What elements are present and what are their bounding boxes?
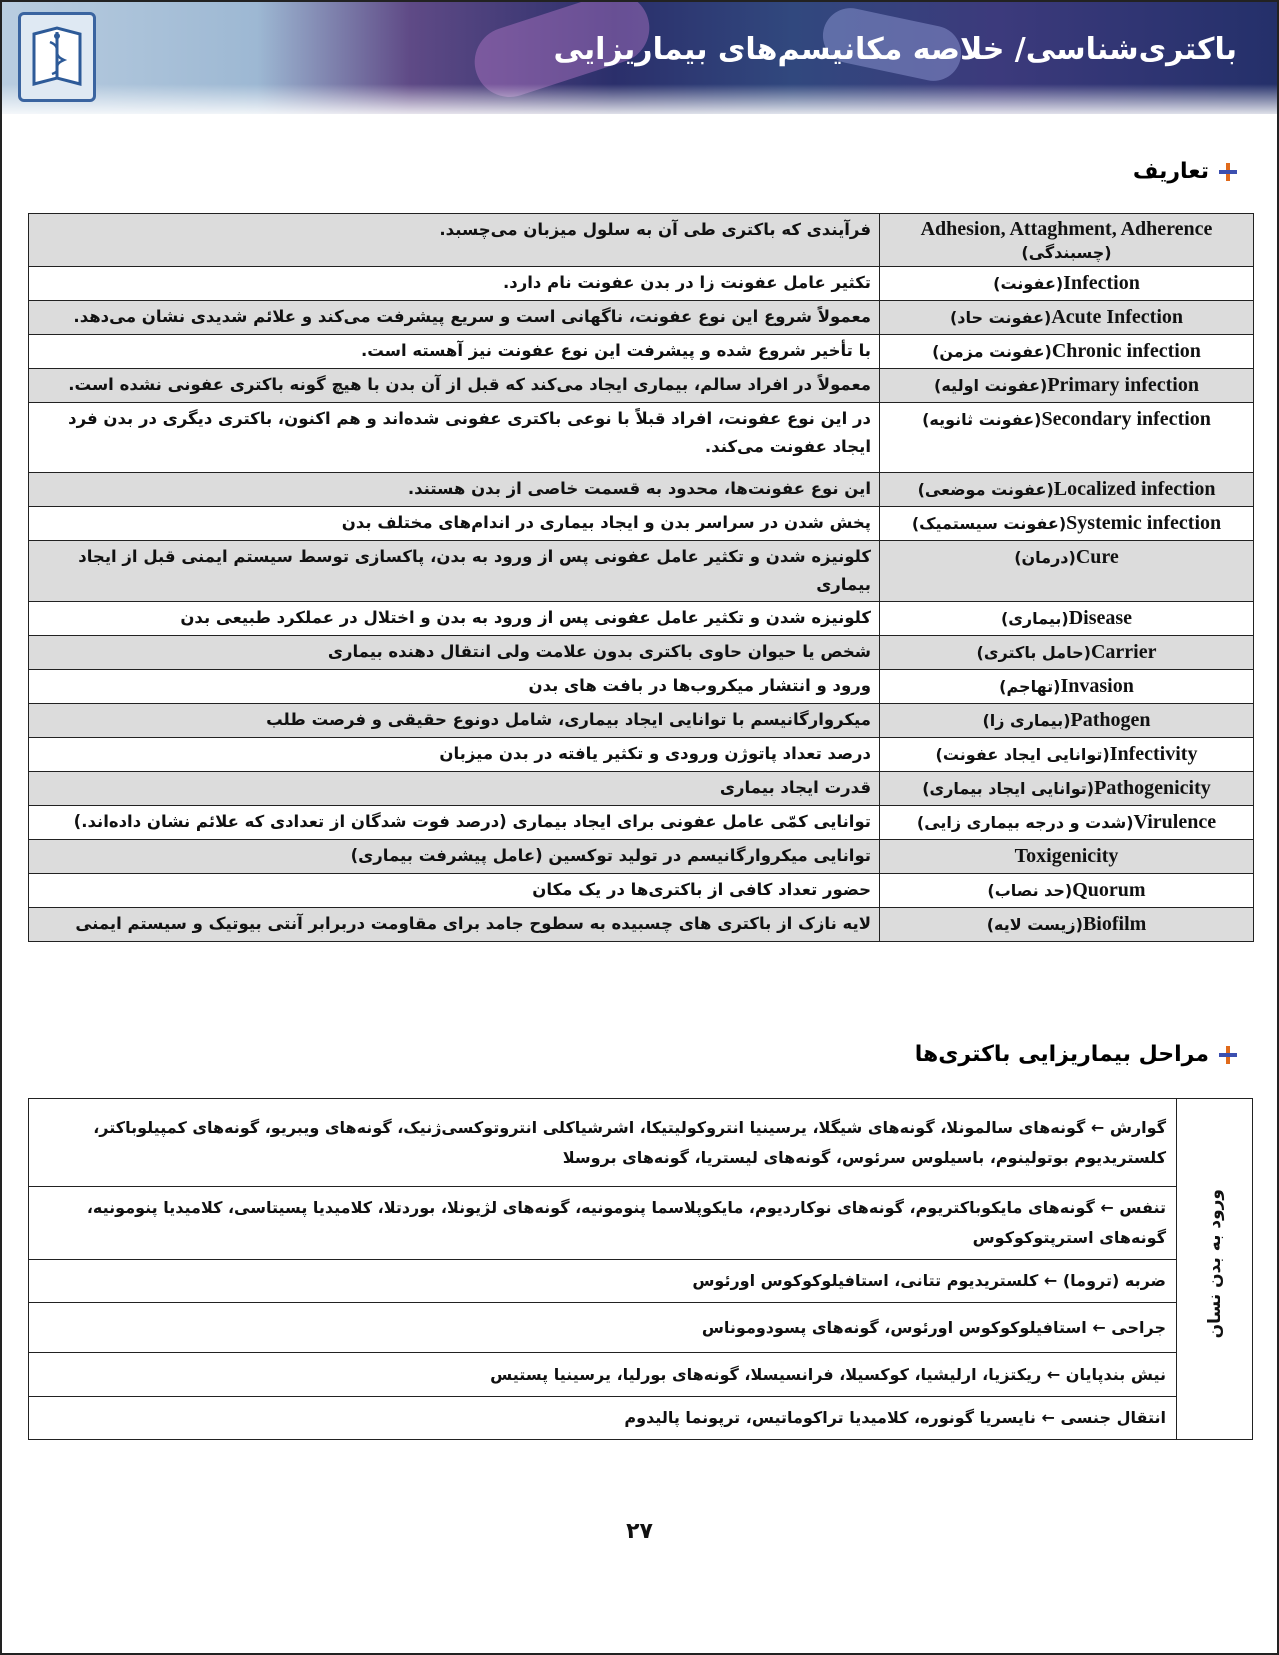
definition-row (29, 738, 1254, 772)
entry-route-label: ورود به بدن نسان (1204, 1189, 1225, 1339)
definition-term (880, 473, 1254, 507)
definition-row (29, 908, 1254, 942)
term-english: Disease (1068, 607, 1133, 629)
definition-row (29, 806, 1254, 840)
definition-row (29, 874, 1254, 908)
definition-row (29, 507, 1254, 541)
definition-term (880, 738, 1254, 772)
stage-row (29, 1397, 1253, 1440)
definition-description: پخش شدن در سراسر بدن و ایجاد بیماری در اندام‌های مختلف بدن (29, 507, 880, 541)
stage-row (29, 1303, 1253, 1353)
definition-description: تکثیر عامل عفونت زا در بدن عفونت نام دارد. (29, 267, 880, 301)
term-english: Infectivity (1109, 743, 1198, 765)
definition-row (29, 541, 1254, 602)
caduceus-book-logo-icon (18, 12, 96, 102)
definition-row (29, 772, 1254, 806)
term-english: Systemic infection (1066, 512, 1222, 534)
term-persian: (عفونت ثانویه) (922, 410, 1042, 429)
entry-route-label-cell (1177, 1099, 1253, 1440)
definition-description: توانایی میکروارگانیسم در تولید توکسین (عامل پیشرفت بیماری) (29, 840, 880, 874)
term-persian: (عفونت حاد) (949, 308, 1052, 327)
definition-term (880, 301, 1254, 335)
definition-description: لایه نازک از باکتری های چسبیده به سطوح جامد برای مقاومت دربرابر آنتی بیوتیک و سیستم ایمنی (29, 908, 880, 942)
term-persian: (عفونت موضعی) (917, 480, 1054, 499)
stages-heading (915, 1042, 1237, 1067)
term-persian: (توانایی ایجاد عفونت) (935, 745, 1110, 764)
term-english: Pathogenicity (1094, 777, 1211, 799)
term-persian: (حد نصاب) (987, 881, 1073, 900)
definition-term (880, 704, 1254, 738)
term-persian: (بیماری) (1000, 609, 1069, 628)
definition-term (880, 403, 1254, 473)
definition-row (29, 840, 1254, 874)
term-persian: (عفونت) (993, 274, 1064, 293)
definition-term (880, 636, 1254, 670)
term-english: Acute Infection (1051, 306, 1183, 328)
page-header (2, 2, 1277, 114)
definition-row (29, 403, 1254, 473)
definition-row (29, 473, 1254, 507)
definition-term (880, 507, 1254, 541)
term-english: Biofilm (1082, 913, 1147, 935)
term-english: Infection (1063, 272, 1140, 294)
stage-description: گوارش ← گونه‌های سالمونلا، گونه‌های شیگلا، یرسینیا انتروکولیتیکا، اشرشیاکلی انتروتوکسی‌ژنیک، گونه‌های ویبریو، گونه‌های کمپیلوباکتر، کلستریدیوم بوتولینوم، باسیلوس سرئوس، گونه‌های لیستریا، گونه‌های بروسلا (29, 1099, 1177, 1187)
definition-description: در این نوع عفونت، افراد قبلاً با نوعی باکتری عفونی شده‌اند و هم اکنون، باکتری دیگری در بدن فرد ایجاد عفونت می‌کند. (29, 403, 880, 473)
term-english: Cure (1075, 546, 1119, 568)
stage-row (29, 1099, 1253, 1187)
definition-row (29, 636, 1254, 670)
term-english: Quorum (1072, 879, 1146, 901)
term-english: Primary infection (1047, 374, 1199, 396)
stage-description: نیش بندپایان ← ریکتزیا، ارلیشیا، کوکسیلا، فرانسیسلا، گونه‌های بورلیا، یرسینیا پستیس (29, 1353, 1177, 1397)
definition-description: کلونیزه شدن و تکثیر عامل عفونی پس از ورود به بدن، پاکسازی توسط سیستم ایمنی قبل از ایجاد بیماری (29, 541, 880, 602)
definition-term (880, 267, 1254, 301)
term-persian: (عفونت مزمن) (932, 342, 1052, 361)
stage-row (29, 1187, 1253, 1260)
definition-term (880, 874, 1254, 908)
stage-row (29, 1353, 1253, 1397)
term-english: Chronic infection (1051, 340, 1201, 362)
term-persian: (عفونت اولیه) (934, 376, 1048, 395)
term-persian: (عفونت سیستمیک) (911, 514, 1067, 533)
term-persian: (توانایی ایجاد بیماری) (922, 779, 1095, 798)
definition-term (880, 335, 1254, 369)
term-english: Virulence (1133, 811, 1217, 833)
definitions-heading (1133, 159, 1237, 184)
term-english: Carrier (1090, 641, 1157, 663)
term-english: Adhesion, Attaghment, Adherence (920, 218, 1213, 240)
term-persian: (بیماری زا) (982, 711, 1071, 730)
definition-row (29, 214, 1254, 267)
definition-description: قدرت ایجاد بیماری (29, 772, 880, 806)
definition-term (880, 772, 1254, 806)
definition-description: حضور تعداد کافی از باکتری‌ها در یک مکان (29, 874, 880, 908)
term-english: Secondary infection (1041, 408, 1211, 430)
definition-term (880, 214, 1254, 267)
term-persian: (زیست لایه) (986, 915, 1083, 934)
definition-description: توانایی کمّی عامل عفونی برای ایجاد بیماری (درصد فوت شدگان از تعدادی که علائم نشان داده‌اند.) (29, 806, 880, 840)
definitions-table (28, 213, 1254, 942)
definition-row (29, 602, 1254, 636)
stage-description: تنفس ← گونه‌های مایکوباکتریوم، گونه‌های نوکاردیوم، مایکوپلاسما پنومونیه، گونه‌های لژیونلا، بوردتلا، کلامیدیا پسیتاسی، کلامیدیا پنومونیه، گونه‌های استرپتوکوکوس (29, 1187, 1177, 1260)
header-wave (2, 84, 1277, 114)
definition-term (880, 806, 1254, 840)
plus-bullet-icon (1219, 163, 1237, 181)
definitions-heading-text: تعاریف (1132, 159, 1209, 184)
term-english: Localized infection (1053, 478, 1216, 500)
definition-term (880, 840, 1254, 874)
stage-description: انتقال جنسی ← نایسریا گونوره، کلامیدیا تراکوماتیس، ترپونما پالیدوم (29, 1397, 1177, 1440)
definition-term (880, 369, 1254, 403)
definition-row (29, 670, 1254, 704)
definition-description: معمولاً در افراد سالم، بیماری ایجاد می‌کند که قبل از آن بدن با هیچ گونه باکتری عفونی نشده است. (29, 369, 880, 403)
definition-description: درصد تعداد پاتوژن ورودی و تکثیر یافته در بدن میزبان (29, 738, 880, 772)
definition-row (29, 704, 1254, 738)
term-persian: (درمان) (1014, 548, 1076, 567)
plus-bullet-icon (1219, 1046, 1237, 1064)
term-persian: (شدت و درجه بیماری زایی) (916, 813, 1134, 832)
definition-row (29, 267, 1254, 301)
term-english: Invasion (1060, 675, 1134, 697)
definition-description: معمولاً شروع این نوع عفونت، ناگهانی است و سریع پیشرفت می‌کند و علائم شدیدی نشان می‌دهد. (29, 301, 880, 335)
page-number: ۲۷ (626, 1519, 653, 1544)
definition-row (29, 369, 1254, 403)
definition-row (29, 335, 1254, 369)
term-english: Toxigenicity (1014, 845, 1119, 867)
term-english: Pathogen (1070, 709, 1151, 731)
definition-description: با تأخیر شروع شده و پیشرفت این نوع عفونت نیز آهسته است. (29, 335, 880, 369)
definition-description: کلونیزه شدن و تکثیر عامل عفونی پس از ورود به بدن و اختلال در عملکرد طبیعی بدن (29, 602, 880, 636)
definition-description: این نوع عفونت‌ها، محدود به قسمت خاصی از بدن هستند. (29, 473, 880, 507)
stages-heading-text: مراحل بیماریزایی باکتری‌ها (914, 1042, 1209, 1067)
page-title: باکتری‌شناسی/ خلاصه مکانیسم‌های بیماریزایی (553, 32, 1237, 67)
definition-term (880, 670, 1254, 704)
term-persian: (حامل باکتری) (976, 643, 1091, 662)
stages-table (28, 1098, 1253, 1440)
term-persian: (تهاجم) (999, 677, 1061, 696)
definition-description: ورود و انتشار میکروب‌ها در بافت های بدن (29, 670, 880, 704)
stage-description: ضربه (تروما) ← کلستریدیوم تتانی، استافیلوکوکوس اورئوس (29, 1260, 1177, 1303)
stage-row (29, 1260, 1253, 1303)
definition-description: شخص یا حیوان حاوی باکتری بدون علامت ولی انتقال دهنده بیماری (29, 636, 880, 670)
term-persian: (چسبندگی) (1021, 243, 1112, 262)
definition-term (880, 602, 1254, 636)
stage-description: جراحی ← استافیلوکوکوس اورئوس، گونه‌های پسودوموناس (29, 1303, 1177, 1353)
definition-description: فرآیندی که باکتری طی آن به سلول میزبان می‌چسبد. (29, 214, 880, 267)
definition-row (29, 301, 1254, 335)
definition-term (880, 541, 1254, 602)
definition-term (880, 908, 1254, 942)
definition-description: میکروارگانیسم با توانایی ایجاد بیماری، شامل دونوع حقیقی و فرصت طلب (29, 704, 880, 738)
